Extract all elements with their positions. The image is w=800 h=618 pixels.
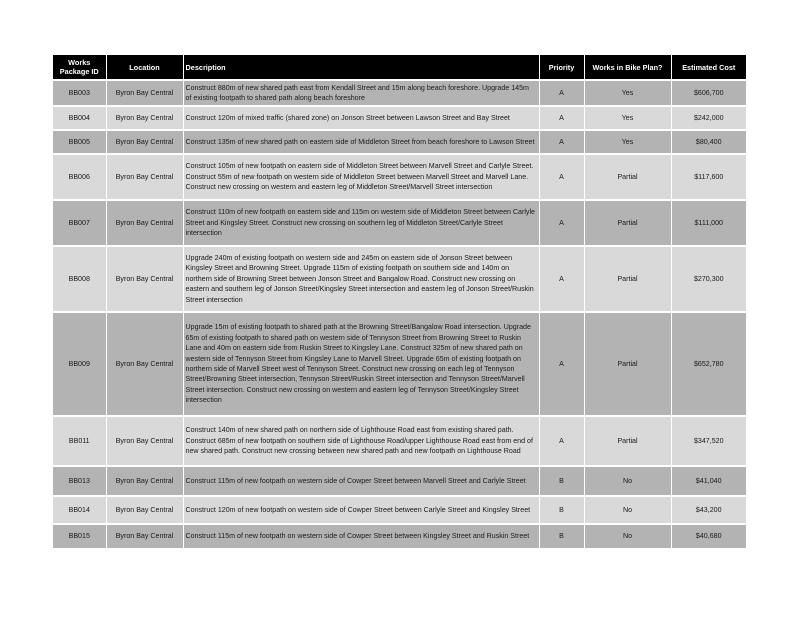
cell-description: Construct 110m of new footpath on eastern side and 115m on western side of Middleton Street between Carlyle Street and Kingsley Street. Construct new crossing on southern leg of Middleton Street/Carlyle Street intersection (183, 200, 539, 246)
table-header (53, 55, 746, 80)
cell-cost: $652,780 (671, 312, 746, 416)
cell-priority: A (539, 106, 584, 130)
cell-bike-plan: No (584, 496, 671, 524)
cell-cost: $40,680 (671, 524, 746, 548)
cell-id: BB014 (53, 496, 106, 524)
cell-location: Byron Bay Central (106, 466, 183, 496)
table-row (53, 130, 746, 154)
header-priority: Priority (539, 55, 584, 80)
cell-bike-plan: Yes (584, 130, 671, 154)
cell-location: Byron Bay Central (106, 154, 183, 200)
header-description: Description (183, 55, 539, 80)
header-estimated-cost: Estimated Cost (671, 55, 746, 80)
table-row (53, 200, 746, 246)
cell-bike-plan: Partial (584, 246, 671, 312)
cell-bike-plan: No (584, 524, 671, 548)
cell-bike-plan: Partial (584, 312, 671, 416)
cell-id: BB009 (53, 312, 106, 416)
cell-priority: B (539, 524, 584, 548)
table-row (53, 246, 746, 312)
cell-description: Construct 120m of new footpath on western side of Cowper Street between Carlyle Street and Kingsley Street (183, 496, 539, 524)
cell-description: Upgrade 240m of existing footpath on western side and 245m on eastern side of Jonson Street between Kingsley Street and Browning Street. Upgrade 115m of existing footpath on southern side and 140m on northern side of Browning Street between Jonson Street and Bangalow Road. Construct new crossing on eastern and southern leg of Jonson Street/Kingsley Street intersection and eastern leg of Jonson Street/Ruskin Street intersection (183, 246, 539, 312)
cell-bike-plan: Partial (584, 200, 671, 246)
table-row (53, 496, 746, 524)
table-row (53, 524, 746, 548)
table-row (53, 106, 746, 130)
cell-location: Byron Bay Central (106, 312, 183, 416)
header-works-package-id (53, 55, 106, 80)
cell-description: Construct 115m of new footpath on western side of Cowper Street between Marvell Street and Carlyle Street (183, 466, 539, 496)
cell-location: Byron Bay Central (106, 246, 183, 312)
cell-location: Byron Bay Central (106, 80, 183, 106)
table-body (53, 80, 746, 548)
cell-id: BB015 (53, 524, 106, 548)
cell-cost: $242,000 (671, 106, 746, 130)
table-row (53, 416, 746, 466)
header-bike-plan: Works in Bike Plan? (584, 55, 671, 80)
cell-description: Upgrade 15m of existing footpath to shared path at the Browning Street/Bangalow Road intersection. Upgrade 65m of existing footpath to shared path on western side of Tennyson Street from Browning Street to Ruskin Lane and 40m on eastern side from Ruskin Street to Kingsley Lane. Construct 325m of new shared path on western side of Tennyson Street from Kingsley Lane to Marvell Street. Upgrade 65m of existing footpath on northern side of Marvell Street west of Tennyson Street. Construct new crossing on each leg of Tennyson Street/Browning Street intersection, Tennyson Street/Ruskin Street intersection and Tennyson Street/Marvell Street intersection. Construct new crossing on western and eastern leg of Tennyson Street/Kingsley Street intersection (183, 312, 539, 416)
cell-id: BB003 (53, 80, 106, 106)
cell-id: BB013 (53, 466, 106, 496)
cell-location: Byron Bay Central (106, 496, 183, 524)
cell-cost: $606,700 (671, 80, 746, 106)
cell-priority: A (539, 416, 584, 466)
cell-id: BB005 (53, 130, 106, 154)
cell-cost: $270,300 (671, 246, 746, 312)
cell-bike-plan: Yes (584, 106, 671, 130)
works-package-table (53, 55, 746, 548)
cell-priority: A (539, 80, 584, 106)
cell-priority: B (539, 496, 584, 524)
cell-location: Byron Bay Central (106, 416, 183, 466)
cell-bike-plan: Yes (584, 80, 671, 106)
cell-cost: $111,000 (671, 200, 746, 246)
cell-id: BB006 (53, 154, 106, 200)
cell-location: Byron Bay Central (106, 106, 183, 130)
cell-id: BB004 (53, 106, 106, 130)
cell-description: Construct 115m of new footpath on western side of Cowper Street between Kingsley Street and Ruskin Street (183, 524, 539, 548)
cell-priority: A (539, 200, 584, 246)
cell-location: Byron Bay Central (106, 130, 183, 154)
cell-id: BB011 (53, 416, 106, 466)
cell-location: Byron Bay Central (106, 524, 183, 548)
cell-priority: B (539, 466, 584, 496)
cell-cost: $41,040 (671, 466, 746, 496)
header-row (53, 55, 746, 80)
cell-priority: A (539, 246, 584, 312)
cell-priority: A (539, 312, 584, 416)
cell-cost: $117,600 (671, 154, 746, 200)
header-id-line1: Works (68, 58, 91, 67)
cell-id: BB007 (53, 200, 106, 246)
cell-description: Construct 135m of new shared path on eastern side of Middleton Street from beach foreshore to Lawson Street (183, 130, 539, 154)
table-row (53, 466, 746, 496)
cell-cost: $347,520 (671, 416, 746, 466)
table-row (53, 80, 746, 106)
cell-id: BB008 (53, 246, 106, 312)
cell-location: Byron Bay Central (106, 200, 183, 246)
table-row (53, 312, 746, 416)
cell-cost: $80,400 (671, 130, 746, 154)
cell-priority: A (539, 154, 584, 200)
table-row (53, 154, 746, 200)
header-id-line2: Package ID (59, 67, 99, 76)
header-location: Location (106, 55, 183, 80)
cell-bike-plan: No (584, 466, 671, 496)
cell-description: Construct 120m of mixed traffic (shared zone) on Jonson Street between Lawson Street and Bay Street (183, 106, 539, 130)
cell-bike-plan: Partial (584, 154, 671, 200)
cell-description: Construct 880m of new shared path east from Kendall Street and 15m along beach foreshore. Upgrade 145m of existing footpath to shared path along beach foreshore (183, 80, 539, 106)
cell-priority: A (539, 130, 584, 154)
cell-bike-plan: Partial (584, 416, 671, 466)
cell-description: Construct 140m of new shared path on northern side of Lighthouse Road east from existing shared path. Construct 685m of new footpath on southern side of Lighthouse Road/upper Lighthouse Road east from end of new shared path. Construct new crossing between new shared path and new footpath on Lighthouse Road (183, 416, 539, 466)
cell-cost: $43,200 (671, 496, 746, 524)
cell-description: Construct 105m of new footpath on eastern side of Middleton Street between Marvell Street and Carlyle Street. Construct 55m of new footpath on western side of Middleton Street between Marvell Street and Marvell Lane. Construct new crossing on western and eastern leg of Middleton Street/Marvell Street intersection (183, 154, 539, 200)
